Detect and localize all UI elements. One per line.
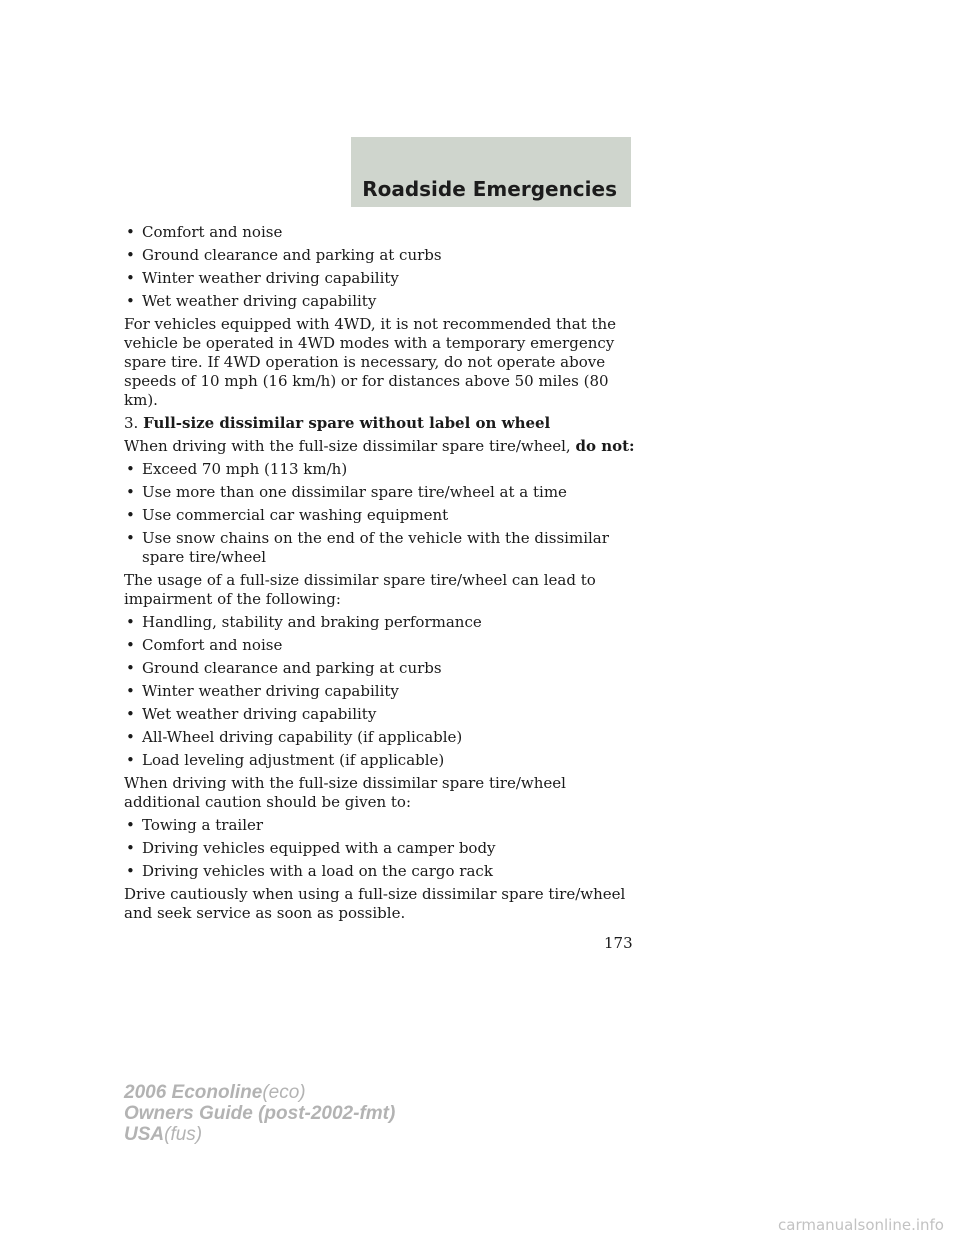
list-item: • All-Wheel driving capability (if applicable) (126, 728, 463, 746)
list-item: • Ground clearance and parking at curbs (126, 659, 442, 677)
document-footer (124, 1082, 395, 1145)
bullet-icon: • (126, 506, 135, 524)
section-header-band (351, 137, 631, 207)
bullet-icon: • (126, 636, 135, 654)
bullet-icon: • (126, 705, 135, 723)
list-item: • Winter weather driving capability (126, 682, 399, 700)
paragraph-4wd: For vehicles equipped with 4WD, it is not recommended that the vehicle be operated in 4WD modes with a temporary emergency spare tire. If 4WD operation is necessary, do not operate above speeds of 10 mph (16 km/h) or for distances above 50 miles (80 km). (124, 315, 617, 409)
bullet-icon: • (126, 246, 135, 264)
list-item: • Exceed 70 mph (113 km/h) (126, 460, 348, 478)
heading-number: 3. (124, 414, 139, 432)
list-item: • Towing a trailer (126, 816, 264, 834)
section-heading (124, 414, 644, 433)
body-text (124, 223, 644, 927)
footer-line-1 (124, 1082, 395, 1103)
bullet-list-4 (124, 816, 644, 881)
list-item: • Handling, stability and braking performance (126, 613, 482, 631)
list-item: • Ground clearance and parking at curbs (126, 246, 442, 264)
list-item: • Use snow chains on the end of the vehicle with the dissimilar spare tire/wheel (126, 529, 609, 566)
footer-line-2: Owners Guide (post-2002-fmt) (124, 1103, 396, 1124)
paragraph-usage: The usage of a full-size dissimilar spare tire/wheel can lead to impairment of the following: (124, 571, 596, 608)
bullet-icon: • (126, 529, 135, 547)
bullet-icon: • (126, 483, 135, 501)
footer-line-3 (124, 1124, 395, 1145)
list-item: • Use more than one dissimilar spare tire/wheel at a time (126, 483, 567, 501)
footer-model-code: (eco) (262, 1082, 306, 1103)
bullet-icon: • (126, 682, 135, 700)
bullet-list-2 (124, 460, 644, 567)
list-item: • Load leveling adjustment (if applicable) (126, 751, 445, 769)
bullet-icon: • (126, 728, 135, 746)
list-item: • Driving vehicles equipped with a camper body (126, 839, 496, 857)
paragraph-when-driving: When driving with the full-size dissimilar spare tire/wheel, do not: (124, 437, 635, 455)
footer-market-code: (fus) (164, 1124, 203, 1145)
do-not-emphasis: do not: (575, 437, 635, 455)
footer-market: USA (124, 1124, 165, 1145)
bullet-list-3 (124, 613, 644, 770)
page-number: 173 (604, 934, 633, 952)
list-item: • Use commercial car washing equipment (126, 506, 449, 524)
list-item: • Comfort and noise (126, 636, 283, 654)
bullet-icon: • (126, 816, 135, 834)
bullet-icon: • (126, 269, 135, 287)
bullet-icon: • (126, 460, 135, 478)
list-item: • Wet weather driving capability (126, 705, 377, 723)
bullet-icon: • (126, 839, 135, 857)
bullet-icon: • (126, 223, 135, 241)
watermark-text: carmanualsonline.info (778, 1216, 944, 1234)
section-title: Roadside Emergencies (362, 177, 617, 201)
footer-model: 2006 Econoline (124, 1082, 263, 1103)
list-item: • Driving vehicles with a load on the cargo rack (126, 862, 493, 880)
bullet-icon: • (126, 659, 135, 677)
list-item: • Comfort and noise (126, 223, 283, 241)
bullet-icon: • (126, 613, 135, 631)
bullet-list-1 (124, 223, 644, 311)
list-item: • Winter weather driving capability (126, 269, 399, 287)
bullet-icon: • (126, 292, 135, 310)
list-item: • Wet weather driving capability (126, 292, 377, 310)
bullet-icon: • (126, 751, 135, 769)
bullet-icon: • (126, 862, 135, 880)
paragraph-caution: When driving with the full-size dissimilar spare tire/wheel additional caution should be given to: (124, 774, 566, 811)
heading-text: Full-size dissimilar spare without label on wheel (143, 414, 551, 432)
paragraph-drive-cautiously: Drive cautiously when using a full-size dissimilar spare tire/wheel and seek service as soon as possible. (124, 885, 626, 922)
